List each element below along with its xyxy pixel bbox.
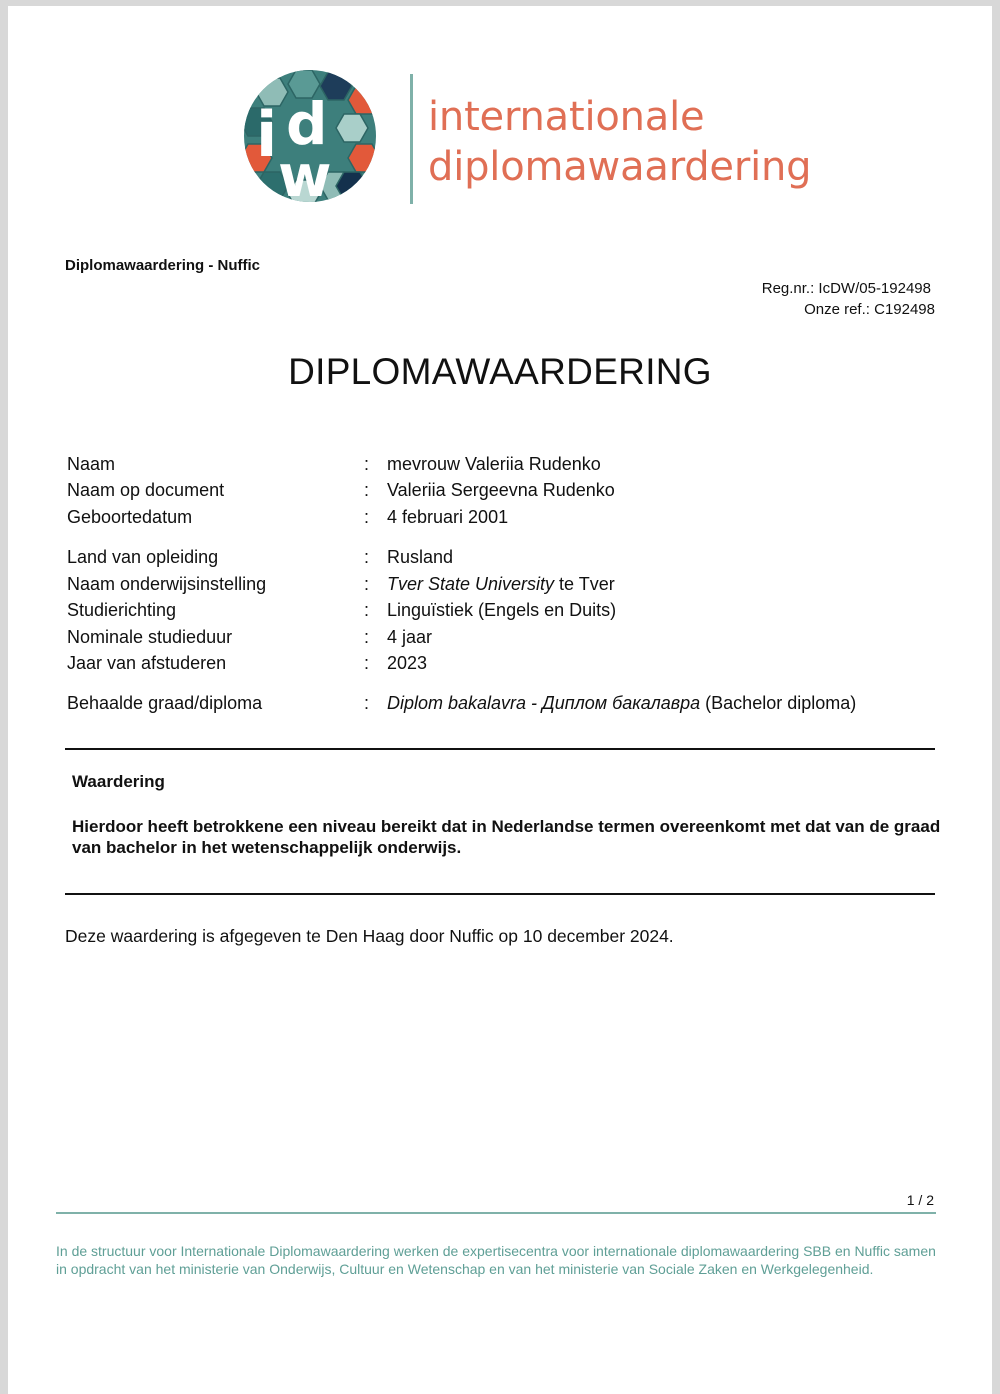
- field-colon: :: [364, 653, 370, 673]
- reference-block: [762, 278, 935, 320]
- institution-city: te Tver: [554, 574, 615, 594]
- field-value: Rusland: [387, 547, 454, 567]
- page-number: 1 / 2: [906, 1192, 934, 1208]
- field-value: Linguïstiek (Engels en Duits): [387, 600, 617, 620]
- waardering-heading: Waardering: [72, 772, 165, 791]
- field-colon: :: [364, 507, 370, 527]
- field-label: Jaar van afstuderen: [67, 653, 227, 673]
- field-value: [387, 572, 615, 596]
- field-label: Land van opleiding: [67, 547, 219, 567]
- field-label: Studierichting: [67, 600, 177, 620]
- field-value: [387, 691, 856, 715]
- field-value: Valeriia Sergeevna Rudenko: [387, 480, 615, 500]
- field-colon: :: [364, 547, 370, 567]
- field-value: mevrouw Valeriia Rudenko: [387, 454, 601, 474]
- field-label: Nominale studieduur: [67, 627, 233, 647]
- field-label: Naam op document: [67, 480, 225, 500]
- field-colon: :: [364, 480, 370, 500]
- field-colon: :: [364, 454, 370, 474]
- field-label: Naam onderwijsinstelling: [67, 574, 267, 594]
- svg-text:i: i: [256, 98, 278, 171]
- footer-text: In de structuur voor Internationale Diplomawaardering werken de expertisecentra voor internationale diplomawaardering SBB en Nuffic samen in opdracht van het ministerie van Onderwijs, Cultuur en Wetenschap en van het ministerie van Sociale Zaken en Werkgelegenheid.: [56, 1243, 936, 1277]
- institution-name: Tver State University: [387, 574, 555, 594]
- field-label: Behaalde graad/diploma: [67, 693, 263, 713]
- svg-text:d: d: [286, 90, 328, 158]
- divider-top: [65, 748, 935, 750]
- logo-line-1: internationale: [428, 94, 705, 140]
- field-value: 4 februari 2001: [387, 507, 509, 527]
- field-label: Naam: [67, 454, 116, 474]
- document-page: [8, 6, 992, 1394]
- logo-line-2: diplomawaardering: [428, 144, 812, 190]
- field-label: Geboortedatum: [67, 507, 193, 527]
- waardering-body: Hierdoor heeft betrokkene een niveau bereikt dat in Nederlandse termen overeenkomt met dat van de graad van bachelor in het wetenschappelijk onderwijs.: [72, 817, 941, 857]
- field-colon: :: [364, 627, 370, 647]
- field-value: 2023: [387, 653, 428, 673]
- divider-bottom: [65, 893, 935, 895]
- svg-text:w: w: [278, 142, 332, 208]
- our-reference: Onze ref.: C192498: [804, 301, 935, 318]
- degree-name: Diplom bakalavra - Диплом бакалавра: [387, 693, 701, 713]
- issuer-label: Diplomawaardering - Nuffic: [65, 257, 261, 274]
- logo-wordmark: [428, 92, 811, 192]
- degree-translation: (Bachelor diploma): [700, 693, 857, 713]
- issued-statement: Deze waardering is afgegeven te Den Haag door Nuffic op 10 december 2024.: [65, 926, 674, 946]
- field-colon: :: [364, 693, 370, 713]
- page-title: DIPLOMAWAARDERING: [288, 351, 712, 392]
- registration-number: Reg.nr.: IcDW/05-192498: [761, 280, 931, 297]
- footer-divider: [56, 1212, 936, 1214]
- field-value: 4 jaar: [387, 627, 433, 647]
- field-colon: :: [364, 574, 370, 594]
- field-colon: :: [364, 600, 370, 620]
